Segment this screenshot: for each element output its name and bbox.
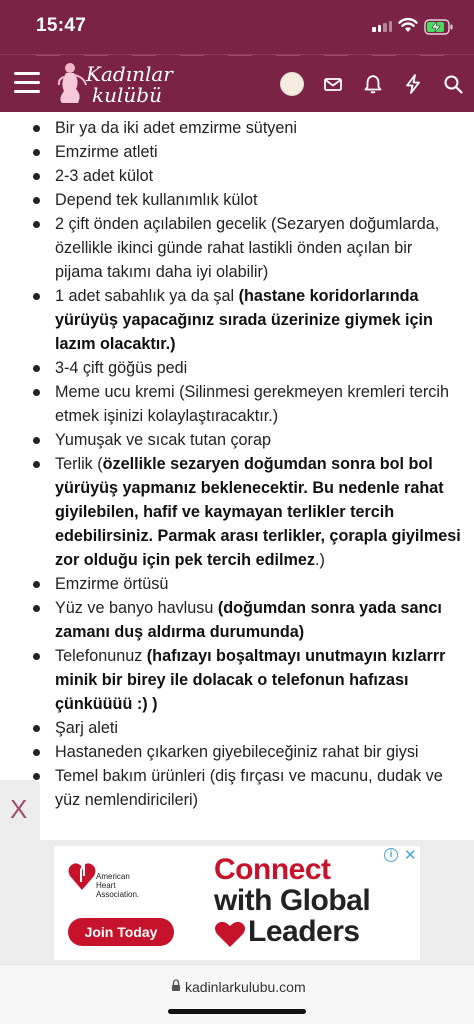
list-item	[0, 716, 474, 740]
list-item-bold-text: özellikle sezaryen doğumdan sonra bol bol yürüyüş yapmanız beklenecektir. Bu nedenle rahat giyilebilen, hafif ve kaymayan terlikler tercih edebilirsiniz. Parmak arası terlikler, çorapla giyilmesi zor olduğu için pek tercih edilmez	[55, 455, 461, 569]
ad-dismiss-icon[interactable]: ✕	[404, 847, 417, 864]
list-item-text: Hastaneden çıkarken giyebileceğiniz rahat bir giysi	[55, 743, 419, 761]
list-item-text: Bir ya da iki adet emzirme sütyeni	[55, 119, 298, 137]
site-header	[0, 54, 474, 112]
list-item-text: Emzirme örtüsü	[55, 575, 169, 593]
list-item	[0, 740, 474, 764]
list-item-text: Emzirme atleti	[55, 143, 158, 161]
list-item-text: Depend tek kullanımlık külot	[55, 191, 258, 209]
list-item	[0, 380, 474, 428]
list-item-text: .)	[314, 551, 325, 569]
list-item	[0, 572, 474, 596]
list-item-text: Telefonunuz	[55, 647, 147, 665]
list-item	[0, 140, 474, 164]
avatar[interactable]	[280, 72, 304, 96]
logo-figure-icon	[56, 61, 90, 105]
aha-org-name: American Heart Association.	[96, 872, 140, 899]
list-item-bold-text: (hafızayı boşaltmayı unutmayın kızlarrr minik bir birey ile dolacak o telefonun hafızası çünküüüü :) )	[55, 647, 446, 713]
list-item-text: 2-3 adet külot	[55, 167, 154, 185]
list-item-text: 1 adet sabahlık ya da şal	[55, 287, 239, 305]
list-item	[0, 644, 474, 716]
home-indicator[interactable]	[168, 1009, 306, 1014]
list-item	[0, 284, 474, 356]
cellular-signal-icon	[372, 21, 392, 32]
ad-headline	[214, 854, 414, 947]
list-item-text: 3-4 çift göğüs pedi	[55, 359, 188, 377]
site-logo[interactable]	[56, 59, 176, 109]
close-icon[interactable]: X	[10, 794, 28, 824]
list-item-text: Meme ucu kremi (Silinmesi gerekmeyen kremleri tercih etmek işinizi kolaylaştıracaktır.)	[55, 383, 450, 425]
ad-banner[interactable]	[54, 846, 420, 960]
list-item-bold-text: (doğumdan sonra yada sancı zamanı duş aldırma durumunda)	[55, 599, 442, 641]
list-item	[0, 116, 474, 140]
list-item	[0, 428, 474, 452]
list-item	[0, 764, 474, 812]
list-item	[0, 356, 474, 380]
logo-text-line2: kulübü	[92, 83, 162, 107]
wifi-icon	[398, 17, 418, 33]
hamburger-menu-icon[interactable]	[14, 72, 40, 94]
ad-close-tab[interactable]	[0, 780, 40, 840]
browser-url-bar[interactable]	[0, 964, 474, 1024]
ad-headline-line3: Leaders	[248, 915, 360, 948]
list-item-text: 2 çift önden açılabilen gecelik (Sezaryen doğumlarda, özellikle ikinci günde rahat lastikli önden açılan bir pijama takımı daha iyi olabilir)	[55, 215, 440, 281]
list-item-text: Terlik (	[55, 455, 103, 473]
list-item	[0, 212, 474, 284]
lock-icon	[171, 979, 181, 992]
ad-headline-line1: Connect	[214, 853, 331, 886]
aha-heart-torch-icon	[68, 858, 96, 892]
url-text[interactable]: kadinlarkulubu.com	[185, 979, 306, 995]
heart-icon	[214, 920, 246, 948]
list-item-text: Temel bakım ürünleri (diş fırçası ve macunu, dudak ve yüz nemlendiricileri)	[55, 767, 443, 809]
list-item-text: Şarj aleti	[55, 719, 118, 737]
list-item	[0, 596, 474, 644]
lightning-icon[interactable]	[402, 73, 424, 95]
logo-text-line1: Kadınlar	[86, 62, 173, 86]
list-item-text: Yumuşak ve sıcak tutan çorap	[55, 431, 271, 449]
ad-headline-line2: with Global	[214, 884, 371, 917]
search-icon[interactable]	[442, 73, 464, 95]
status-bar	[0, 0, 474, 54]
join-today-button[interactable]: Join Today	[68, 918, 174, 946]
hospital-bag-list	[0, 116, 474, 812]
bell-icon[interactable]	[362, 73, 384, 95]
ad-info-icon[interactable]: i	[384, 848, 398, 862]
battery-charging-icon	[424, 19, 454, 35]
list-item	[0, 188, 474, 212]
list-item-bold-text: (hastane koridorlarında yürüyüş yapacağınız sırada üzerinize giymek için lazım olacaktır.)	[55, 287, 433, 353]
list-item	[0, 164, 474, 188]
list-item	[0, 452, 474, 572]
status-time: 15:47	[36, 15, 87, 36]
list-item-text: Yüz ve banyo havlusu	[55, 599, 218, 617]
mail-icon[interactable]	[322, 73, 344, 95]
